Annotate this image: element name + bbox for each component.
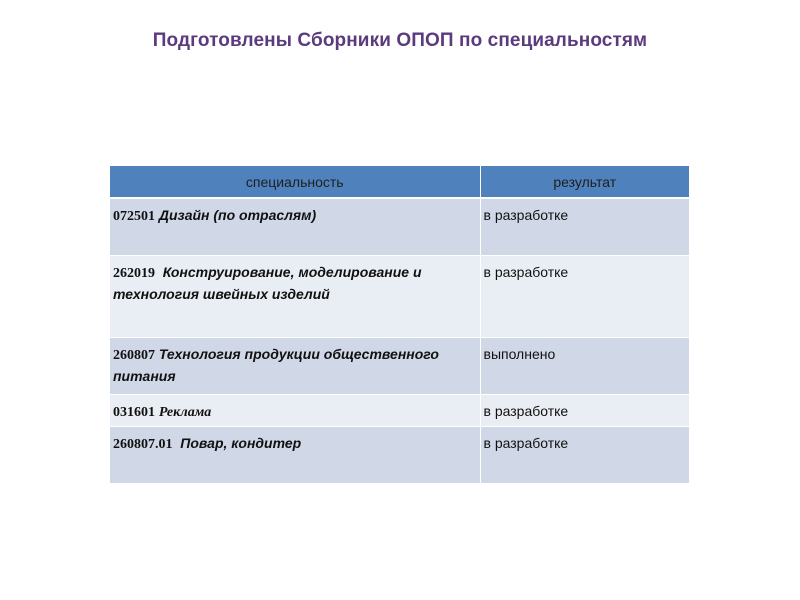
table-header-row — [110, 166, 689, 198]
table-row — [110, 337, 689, 394]
result-cell — [480, 198, 689, 255]
specialty-name: Дизайн (по отраслям) — [158, 207, 317, 223]
result-cell — [480, 337, 689, 394]
result-value: выполнено — [483, 345, 556, 362]
specialty-name: Конструирование, моделирование и технология швейных изделий — [113, 263, 422, 302]
specialty-cell — [110, 255, 480, 337]
table-row — [110, 198, 689, 255]
specialty-code: 260807.01 — [113, 436, 173, 452]
specialty-name: Реклама — [158, 404, 212, 420]
specialties-table — [110, 166, 689, 484]
specialty-code: 262019 — [113, 265, 155, 281]
specialty-cell — [110, 394, 480, 426]
table-row — [110, 255, 689, 337]
specialty-code: 072501 — [113, 209, 155, 224]
result-cell — [480, 255, 689, 337]
table-row — [110, 394, 689, 426]
specialty-name: Технология продукции общественного питания — [113, 345, 439, 384]
specialty-cell — [110, 198, 480, 255]
result-value: в разработке — [483, 263, 569, 280]
specialty-name: Повар, кондитер — [180, 434, 302, 451]
specialty-code: 031601 — [113, 404, 155, 420]
specialty-code: 260807 — [113, 347, 155, 363]
result-cell — [480, 426, 689, 483]
result-value: в разработке — [483, 434, 569, 451]
specialty-cell — [110, 337, 480, 394]
table-row — [110, 426, 689, 483]
result-cell — [480, 394, 689, 426]
header-result: результат — [480, 166, 689, 198]
header-specialty: специальность — [110, 166, 480, 198]
result-value: в разработке — [483, 207, 569, 223]
specialty-cell — [110, 426, 480, 483]
slide-title: Подготовлены Сборники ОПОП по специальностям — [152, 30, 648, 51]
result-value: в разработке — [483, 402, 569, 419]
